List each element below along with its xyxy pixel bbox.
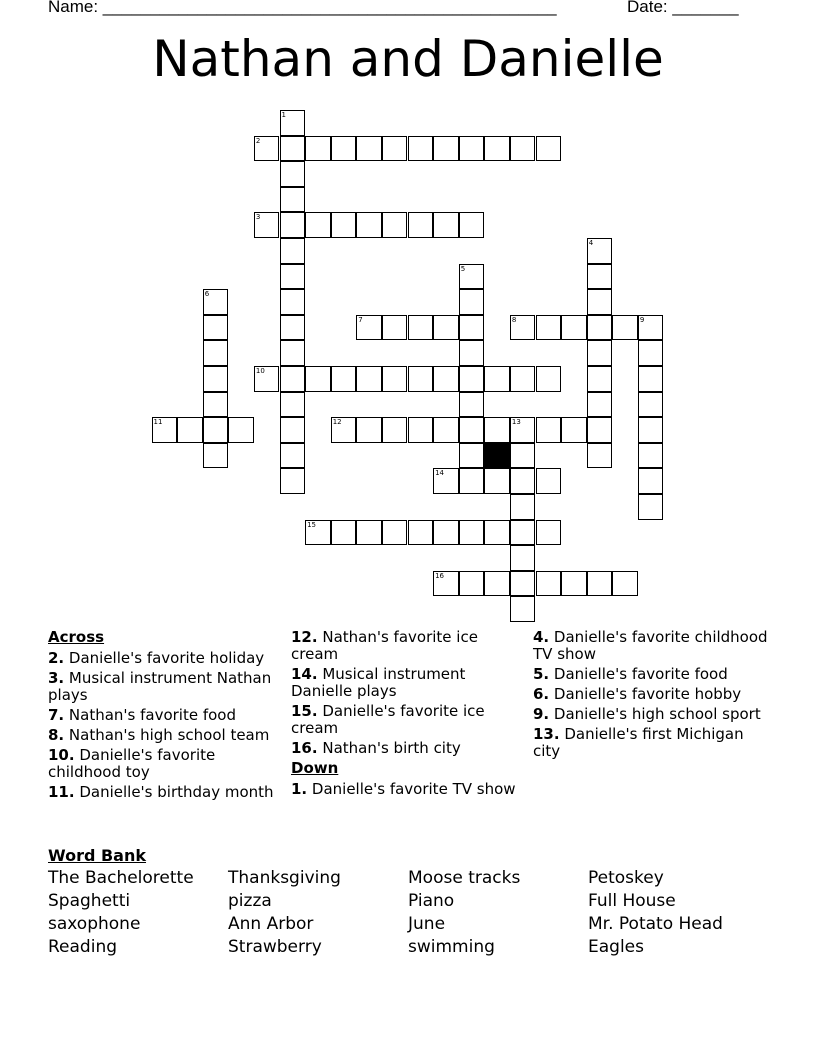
word-bank-item: Mr. Potato Head [588,914,723,934]
clue-text: Musical instrument Danielle plays [291,665,466,700]
grid-cell[interactable] [510,443,536,469]
grid-cell[interactable] [203,366,229,392]
word-bank-item: The Bachelorette [48,868,194,888]
clue-text: Danielle's high school sport [549,705,761,723]
grid-cell[interactable] [408,417,434,443]
clue-number: 10 [255,367,265,375]
grid-cell[interactable] [280,264,306,290]
clue-num: 11. [48,783,75,801]
grid-cell[interactable] [536,417,562,443]
grid-cell[interactable] [510,366,536,392]
grid-cell[interactable] [280,315,306,341]
grid-cell[interactable] [331,212,357,238]
clue-text: Danielle's favorite food [549,665,728,683]
clue-text: Danielle's favorite hobby [549,685,742,703]
grid-cell[interactable] [280,212,306,238]
clue-num: 9. [533,705,550,723]
word-bank-item: swimming [408,937,495,957]
word-bank-item: Piano [408,891,455,911]
grid-cell[interactable] [638,340,664,366]
grid-cell[interactable] [433,520,459,546]
word-bank [48,846,768,957]
grid-cell[interactable] [305,136,331,162]
grid-cell[interactable] [536,366,562,392]
clue-text: Danielle's favorite ice cream [291,702,485,737]
grid-cell[interactable] [203,340,229,366]
grid-cell[interactable] [408,212,434,238]
grid-cell[interactable] [510,468,536,494]
clue-number: 1 [281,111,286,119]
grid-cell[interactable] [408,315,434,341]
word-bank-item: saxophone [48,914,141,934]
grid-cell[interactable] [587,340,613,366]
grid-cell[interactable] [382,212,408,238]
grid-cell[interactable] [612,315,638,341]
grid-cell[interactable] [331,136,357,162]
clue-text: Nathan's high school team [64,726,270,744]
grid-cell[interactable] [587,238,613,264]
grid-cell[interactable] [638,392,664,418]
grid-cell[interactable] [356,366,382,392]
grid-cell[interactable] [561,571,587,597]
clue-number: 11 [153,418,163,427]
grid-cell[interactable] [280,417,306,443]
grid-cell[interactable] [484,468,510,494]
grid-cell[interactable] [459,264,485,290]
grid-cell[interactable] [587,392,613,418]
grid-cell[interactable] [433,417,459,443]
grid-cell[interactable] [638,315,664,341]
grid-cell[interactable] [203,392,229,418]
grid-cell[interactable] [356,315,382,341]
grid-cell[interactable] [203,289,229,315]
grid-cell[interactable] [382,417,408,443]
grid-cell[interactable] [305,520,331,546]
grid-cell[interactable] [459,340,485,366]
grid-cell[interactable] [280,340,306,366]
clue-number: 14 [435,469,445,478]
clue [291,666,527,700]
grid-cell[interactable] [280,289,306,315]
down-heading: Down [291,759,339,777]
clue [291,740,527,757]
grid-cell[interactable] [484,417,510,443]
grid-cell[interactable] [459,571,485,597]
grid-cell[interactable] [510,315,536,341]
word-bank-item: Eagles [588,937,644,957]
clues-column-2 [291,629,527,801]
grid-cell[interactable] [433,212,459,238]
clue [48,747,284,781]
clue-num: 1. [291,780,308,798]
word-bank-heading: Word Bank [48,846,147,865]
grid-cell[interactable] [433,571,459,597]
grid-cell[interactable] [254,136,280,162]
grid-cell[interactable] [433,315,459,341]
grid-cell[interactable] [536,315,562,341]
clue-num: 8. [48,726,65,744]
grid-cell[interactable] [356,212,382,238]
clue-number: 8 [511,315,517,324]
grid-cell[interactable] [356,417,382,443]
grid-cell[interactable] [587,289,613,315]
grid-cell[interactable] [382,315,408,341]
grid-cell[interactable] [587,366,613,392]
grid-cell[interactable] [484,136,510,162]
grid-cell[interactable] [510,136,536,162]
grid-cell[interactable] [382,366,408,392]
word-bank-item: Moose tracks [408,868,521,888]
clue [533,686,769,703]
clue-number: 16 [435,571,445,580]
grid-cell[interactable] [536,571,562,597]
clue [533,726,769,760]
clue-number: 2 [255,136,261,145]
grid-cell[interactable] [638,366,664,392]
grid-cell[interactable] [459,417,485,443]
grid-cell[interactable] [459,520,485,546]
clue-num: 13. [533,725,560,743]
clue-text: Nathan's birth city [317,739,461,757]
word-bank-item: Reading [48,937,118,957]
clue-num: 5. [533,665,550,683]
grid-cell[interactable] [433,366,459,392]
grid-cell[interactable] [459,212,485,238]
clue-number: 15 [307,520,317,529]
clue [291,781,527,798]
grid-cell[interactable] [561,417,587,443]
grid-cell[interactable] [459,289,485,315]
word-bank-item: June [408,914,446,934]
grid-cell[interactable] [177,417,203,443]
grid-cell[interactable] [510,596,536,622]
grid-cell[interactable] [459,315,485,341]
grid-cell[interactable] [459,468,485,494]
grid-cell[interactable] [331,520,357,546]
word-bank-item: Petoskey [588,868,664,888]
clue-text: Danielle's favorite holiday [64,649,265,667]
clue-text: Musical instrument Nathan plays [48,669,272,704]
clue-number: 6 [204,290,210,299]
grid-cell[interactable] [536,520,562,546]
clue-num: 3. [48,669,65,687]
clue [48,707,284,724]
grid-cell[interactable] [408,366,434,392]
clue [533,666,769,683]
clue [533,629,769,663]
clue-num: 7. [48,706,65,724]
clue-number: 4 [588,239,594,247]
date-field[interactable]: Date: _______ [627,0,739,16]
clue-number: 13 [511,418,521,427]
grid-cell[interactable] [356,136,382,162]
grid-cell[interactable] [203,417,229,443]
clue-text: Danielle's birthday month [74,783,274,801]
clue-num: 6. [533,685,550,703]
grid-cell[interactable] [484,571,510,597]
word-bank-item: Thanksgiving [228,868,341,888]
clue-number: 5 [460,264,466,273]
grid-cell[interactable] [459,392,485,418]
grid-cell[interactable] [280,238,306,264]
grid-cell[interactable] [280,161,306,187]
puzzle-title: Nathan and Danielle [152,30,664,88]
clue [533,706,769,723]
grid-cell[interactable] [408,520,434,546]
word-bank-item: pizza [228,891,272,911]
clue-num: 14. [291,665,318,683]
clue-text: Danielle's favorite TV show [307,780,516,798]
grid-cell[interactable] [587,315,613,341]
grid-cell[interactable] [280,443,306,469]
grid-cell[interactable] [433,136,459,162]
clue-number: 7 [358,315,363,324]
grid-cell[interactable] [280,136,306,162]
grid-cell[interactable] [536,136,562,162]
grid-cell[interactable] [510,545,536,571]
clue-num: 15. [291,702,318,720]
grid-cell[interactable] [536,468,562,494]
clue [291,629,527,663]
grid-cell[interactable] [280,468,306,494]
grid-cell[interactable] [382,136,408,162]
grid-cell[interactable] [587,443,613,469]
clue-num: 12. [291,628,318,646]
grid-cell[interactable] [254,366,280,392]
clue [291,703,527,737]
grid-cell[interactable] [612,571,638,597]
grid-cell[interactable] [459,136,485,162]
clues-column-3 [533,629,769,763]
grid-cell[interactable] [484,366,510,392]
grid-cell[interactable] [280,366,306,392]
grid-cell[interactable] [433,468,459,494]
word-bank-item: Ann Arbor [228,914,314,934]
name-field[interactable]: Name: ________________________________________________ [48,0,557,16]
clue [48,784,284,801]
clue-num: 10. [48,746,75,764]
clue-number: 3 [255,213,261,222]
clue-num: 2. [48,649,65,667]
grid-cell[interactable] [510,417,536,443]
grid-cell[interactable] [305,366,331,392]
grid-cell[interactable] [382,520,408,546]
word-bank-item: Full House [588,891,676,911]
clue [48,727,284,744]
clue-number: 9 [639,315,645,324]
grid-cell[interactable] [510,494,536,520]
grid-cell[interactable] [484,520,510,546]
grid-cell[interactable] [510,520,536,546]
clue-num: 4. [533,628,550,646]
black-cell [484,443,510,469]
grid-cell[interactable] [280,110,306,136]
clue [48,650,284,667]
grid-cell[interactable] [203,315,229,341]
grid-cell[interactable] [254,212,280,238]
grid-cell[interactable] [638,494,664,520]
grid-cell[interactable] [305,212,331,238]
grid-cell[interactable] [459,443,485,469]
grid-cell[interactable] [331,417,357,443]
clue [48,670,284,704]
grid-cell[interactable] [280,187,306,213]
grid-cell[interactable] [356,520,382,546]
grid-cell[interactable] [203,443,229,469]
word-bank-item: Strawberry [228,937,322,957]
grid-cell[interactable] [638,443,664,469]
grid-cell[interactable] [408,136,434,162]
clue-number: 12 [332,418,342,427]
clue-text: Nathan's favorite ice cream [291,628,478,663]
clue-text: Nathan's favorite food [64,706,237,724]
clue-num: 16. [291,739,318,757]
grid-cell[interactable] [587,264,613,290]
grid-cell[interactable] [587,417,613,443]
word-bank-item: Spaghetti [48,891,131,911]
clue-text: Danielle's first Michigan city [533,725,744,760]
across-heading: Across [48,628,105,646]
grid-cell[interactable] [638,417,664,443]
grid-cell[interactable] [228,417,254,443]
grid-cell[interactable] [510,571,536,597]
grid-cell[interactable] [561,315,587,341]
clue-text: Danielle's favorite childhood toy [48,746,216,781]
clues-column-1 [48,629,284,804]
grid-cell[interactable] [280,392,306,418]
grid-cell[interactable] [331,366,357,392]
grid-cell[interactable] [638,468,664,494]
clue-text: Danielle's favorite childhood TV show [533,628,768,663]
grid-cell[interactable] [152,417,178,443]
grid-cell[interactable] [459,366,485,392]
grid-cell[interactable] [587,571,613,597]
